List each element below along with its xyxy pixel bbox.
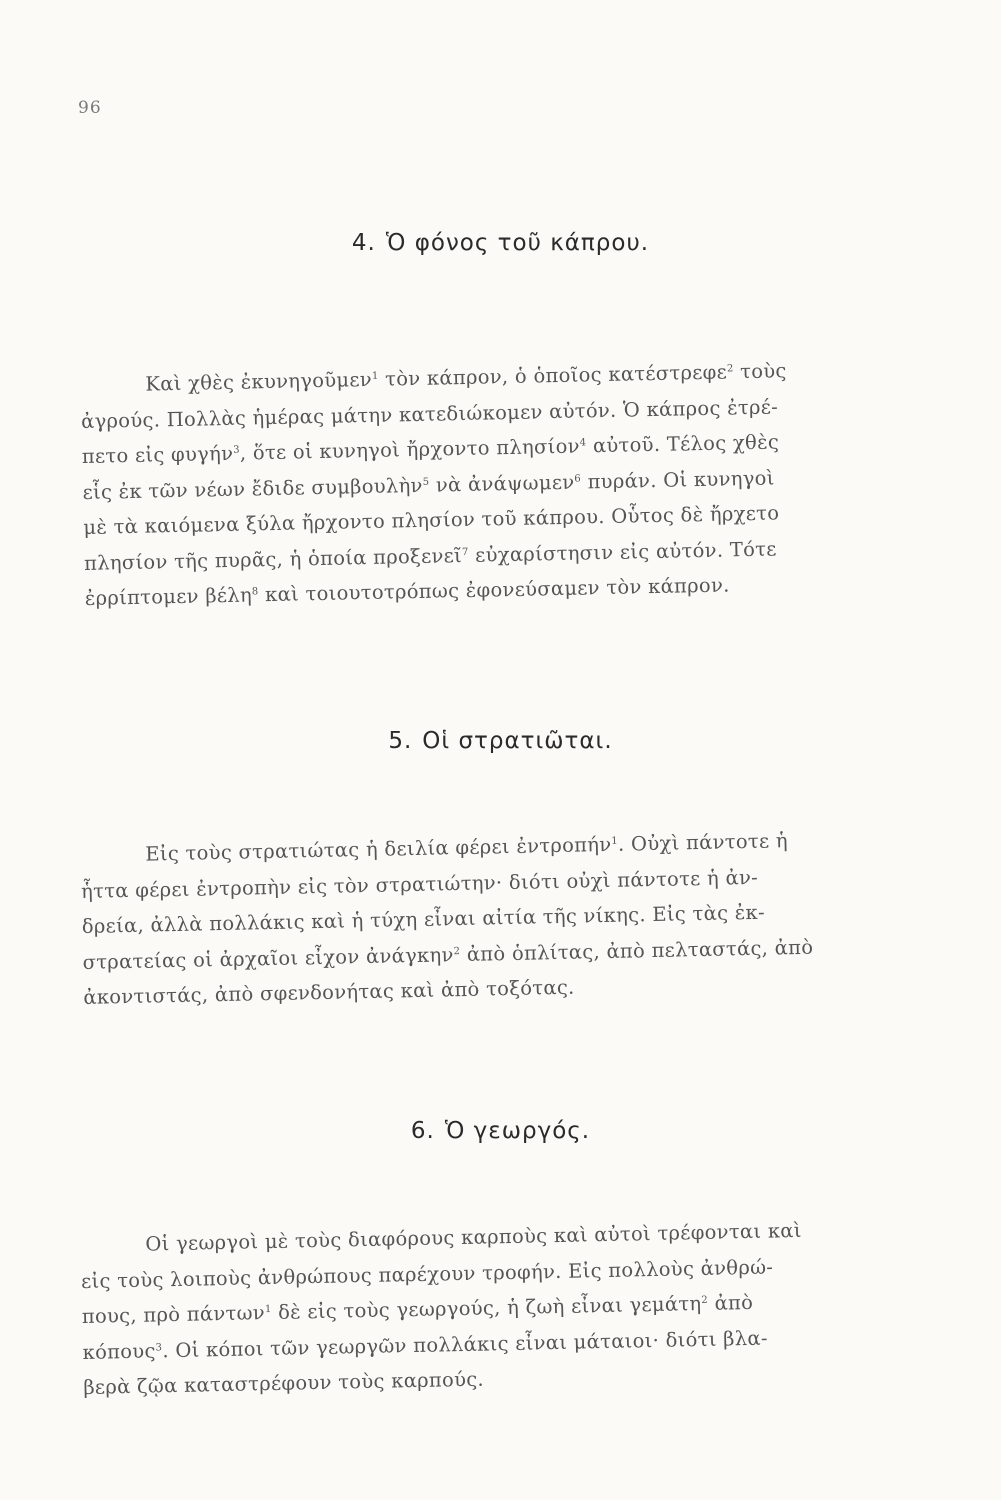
text-line: κόπους$^3$. Οἱ κόποι τῶν γεωργῶν πολλάκις εἶναι μάταιοι· διότι βλα- bbox=[82, 1326, 768, 1364]
page-number: 96 bbox=[78, 98, 102, 118]
text-line: δρεία, ἀλλὰ πολλάκις καὶ ἡ τύχη εἶναι αἰτία τῆς νίκης. Εἰς τὰς ἐκ- bbox=[81, 900, 766, 938]
section-number: 6. bbox=[410, 1118, 435, 1144]
text-line: ἐρρίπτομεν βέλη$^8$ καὶ τοιουτοτρόπως ἐφονεύσαμεν τὸν κάπρον. bbox=[84, 573, 730, 610]
text-line: Καὶ χθὲς ἐκυνηγοῦμεν$^1$ τὸν κάπρον, ὁ ὁποῖος κατέστρεφε$^2$ τοὺς bbox=[145, 359, 787, 396]
text-line: πλησίον τῆς πυρᾶς, ἡ ὁποία προξενεῖ$^7$ εὐχαρίστησιν εἰς αὐτόν. Τότε bbox=[83, 536, 777, 575]
text-line: Εἰς τοὺς στρατιώτας ἡ δειλία φέρει ἐντροπήν$^1$. Οὐχὶ πάντοτε ἡ bbox=[145, 829, 789, 866]
section-paragraph bbox=[80, 820, 944, 1015]
section-heading bbox=[0, 728, 1001, 754]
section-title: Ὁ φόνος τοῦ κάπρου. bbox=[385, 230, 650, 256]
section-paragraph bbox=[80, 1210, 944, 1405]
text-line: μὲ τὰ καιόμενα ξύλα ἤρχοντο πλησίον τοῦ κάπρου. Οὗτος δὲ ἤρχετο bbox=[83, 501, 780, 539]
text-line: εἰς τοὺς λοιποὺς ἀνθρώπους παρέχουν τροφήν. Εἰς πολλοὺς ἀνθρώ- bbox=[80, 1254, 774, 1293]
section-heading bbox=[0, 230, 1001, 256]
section-paragraph bbox=[80, 350, 945, 616]
section-number: 4. bbox=[351, 230, 376, 256]
section-number: 5. bbox=[388, 728, 413, 754]
section-title: Οἱ στρατιῶται. bbox=[422, 728, 613, 754]
text-line: πους, πρὸ πάντων$^1$ δὲ εἰς τοὺς γεωργούς, ἡ ζωὴ εἶναι γεμάτη$^2$ ἀπὸ bbox=[81, 1290, 754, 1328]
text-line: στρατείας οἱ ἀρχαῖοι εἶχον ἀνάγκην$^2$ ἀπὸ ὁπλίτας, ἀπὸ πελταστάς, ἀπὸ bbox=[82, 935, 814, 974]
section-title: Ὁ γεωργός. bbox=[444, 1118, 591, 1144]
text-line: εἷς ἐκ τῶν νέων ἔδιδε συμβουλὴν$^5$ νὰ ἀνάψωμεν$^6$ πυράν. Οἱ κυνηγοὶ bbox=[82, 465, 775, 504]
section-heading bbox=[0, 1118, 1001, 1144]
text-line: ἀγρούς. Πολλὰς ἡμέρας μάτην κατεδιώκομεν αὐτόν. Ὁ κάπρος ἐτρέ- bbox=[80, 394, 779, 433]
text-line: ἧττα φέρει ἐντροπὴν εἰς τὸν στρατιώτην· διότι οὐχὶ πάντοτε ἡ ἀν- bbox=[80, 865, 759, 903]
text-line: πετο εἰς φυγήν$^3$, ὅτε οἱ κυνηγοὶ ἤρχοντο πλησίον$^4$ αὐτοῦ. Τέλος χθὲς bbox=[81, 430, 780, 468]
text-line: Οἱ γεωργοὶ μὲ τοὺς διαφόρους καρποὺς καὶ αὐτοὶ τρέφονται καὶ bbox=[145, 1218, 802, 1256]
text-line: ἀκοντιστάς, ἀπὸ σφενδονήτας καὶ ἀπὸ τοξότας. bbox=[83, 975, 575, 1009]
text-line: βερὰ ζῷα καταστρέφουν τοὺς καρπούς. bbox=[83, 1367, 485, 1399]
